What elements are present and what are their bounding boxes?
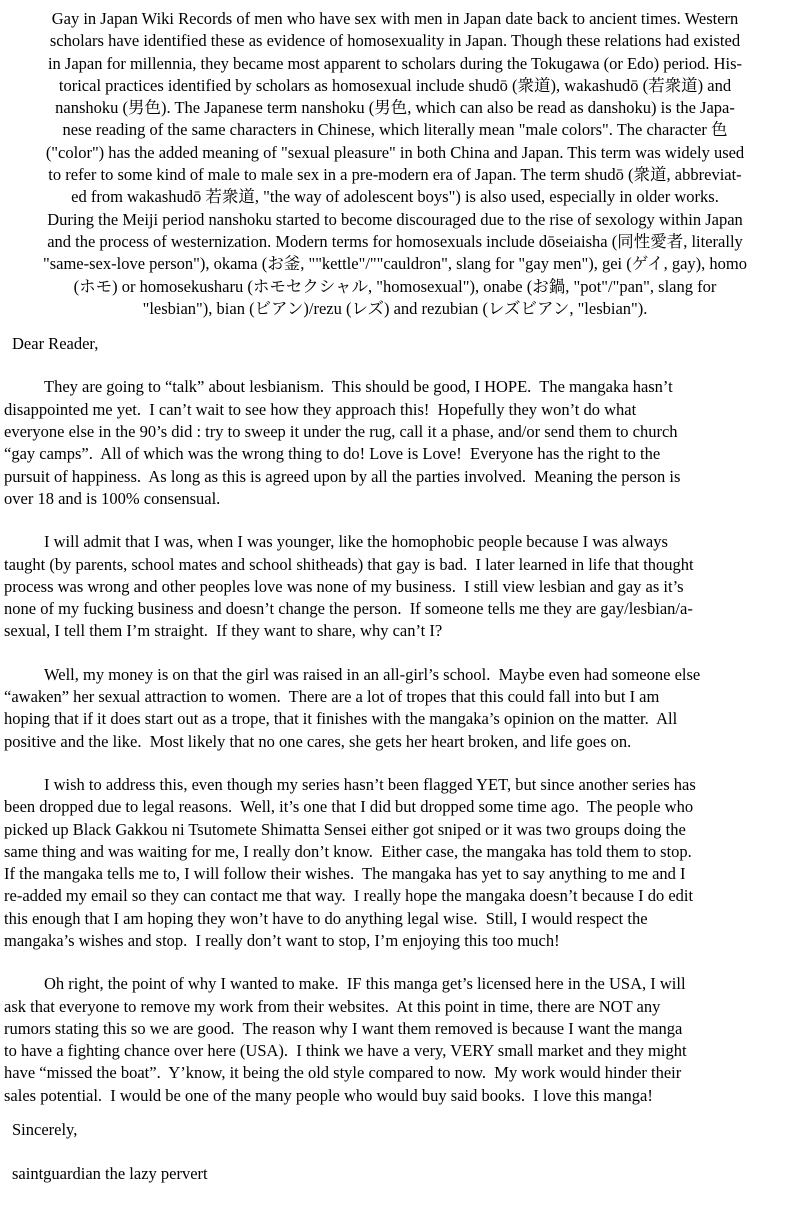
wiki-excerpt-paragraph <box>4 8 786 320</box>
text-line: rumors stating this so we are good. The reason why I want them removed is because I want the manga <box>4 1018 683 1038</box>
text-line: ed from wakashudō 若衆道, "the way of adolescent boys") is also used, especially in older works. <box>71 187 719 207</box>
text-line: positive and the like. Most likely that no one cares, she gets her heart broken, and life goes on. <box>4 731 632 751</box>
text-line: taught (by parents, school mates and school shitheads) that gay is bad. I later learned in life that thought <box>4 554 694 574</box>
text-line: Gay in Japan Wiki Records of men who have sex with men in Japan date back to ancient times. Western <box>51 9 739 28</box>
text-line: sales potential. I would be one of the many people who would buy said books. I love this manga! <box>4 1085 653 1105</box>
text-line: over 18 and is 100% consensual. <box>4 488 221 508</box>
text-line: mangaka’s wishes and stop. I really don’t want to stop, I’m enjoying this too much! <box>4 930 560 950</box>
text-line: During the Meiji period nanshoku started to become discouraged due to the rise of sexology within Japan <box>47 209 743 229</box>
text-line: been dropped due to legal reasons. Well, it’s one that I did but dropped some time ago. The people who <box>4 797 694 817</box>
letter-body <box>4 333 786 1186</box>
text-line: “awaken” her sexual attraction to women. There are a lot of tropes that this could fall into but I am <box>4 687 660 707</box>
text-line: none of my fucking business and doesn’t change the person. If someone tells me they are gay/lesbian/a- <box>4 599 693 619</box>
letter-salutation: Dear Reader, <box>12 334 99 354</box>
text-line: ask that everyone to remove my work from their websites. At this point in time, there are NOT any <box>4 996 661 1016</box>
letter-paragraph-1 <box>4 376 786 510</box>
text-line: re-added my email so they can contact me that way. I really hope the mangaka doesn’t because I do edit <box>4 886 694 906</box>
text-line: have “missed the boat”. Y’know, it being the old style compared to now. My work would hinder their <box>4 1063 682 1083</box>
text-line: disappointed me yet. I can’t wait to see how they approach this! Hopefully they won’t do what <box>4 399 637 419</box>
text-line: (ホモ) or homosekusharu (ホモセクシャル, "homosexual"), onabe (お鍋, "pot"/"pan", slang for <box>73 276 717 296</box>
letter-signature: saintguardian the lazy pervert <box>12 1164 208 1184</box>
text-line: Oh right, the point of why I wanted to make. IF this manga get’s licensed here in the USA, I will <box>44 974 686 994</box>
text-line: sexual, I tell them I’m straight. If they want to share, why can’t I? <box>4 621 443 641</box>
text-line: picked up Black Gakkou ni Tsutomete Shimatta Sensei either got sniped or it was two groups doing the <box>4 819 686 839</box>
text-line: pursuit of happiness. As long as this is agreed upon by all the parties involved. Meaning the person is <box>4 466 681 486</box>
text-line: scholars have identified these as evidence of homosexuality in Japan. Though these relations had existed <box>49 31 741 51</box>
text-line: torical practices identified by scholars as homosexual include shudō (衆道), wakashudō (若衆道) and <box>58 75 732 95</box>
text-line: I wish to address this, even though my series hasn’t been flagged YET, but since another series has <box>44 774 696 794</box>
text-line: in Japan for millennia, they became most apparent to scholars during the Tokugawa (or Edo) period. His- <box>47 53 743 73</box>
text-line: They are going to “talk” about lesbianism. This should be good, I HOPE. The mangaka hasn’t <box>44 377 673 397</box>
text-line: and the process of westernization. Modern terms for homosexuals include dōseiaisha (同性愛者, literally <box>47 231 743 251</box>
text-line: to have a fighting chance over here (USA). I think we have a very, VERY small market and they might <box>4 1041 687 1061</box>
text-line: If the mangaka tells me to, I will follow their wishes. The mangaka has yet to say anything to me and I <box>4 864 686 884</box>
letter-paragraph-4 <box>4 774 786 952</box>
letter-paragraph-2 <box>4 531 786 642</box>
text-line: hoping that if it does start out as a trope, that it finishes with the mangaka’s opinion on the matter. All <box>4 709 678 729</box>
text-line: to refer to some kind of male to male sex in a pre-modern era of Japan. The term shudō (衆道, abbreviat- <box>48 165 742 185</box>
text-line: "lesbian"), bian (ビアン)/rezu (レズ) and rezubian (レズビアン, "lesbian"). <box>142 298 648 318</box>
text-line: this enough that I am hoping they won’t have to do anything legal wise. Still, I would respect the <box>4 908 648 928</box>
text-line: Well, my money is on that the girl was raised in an all-girl’s school. Maybe even had someone else <box>44 664 701 684</box>
letter-paragraph-5 <box>4 973 786 1107</box>
text-line: everyone else in the 90’s did : try to sweep it under the rug, call it a phase, and/or send them to church <box>4 422 678 442</box>
text-line: I will admit that I was, when I was younger, like the homophobic people because I was always <box>44 532 668 552</box>
text-line: nese reading of the same characters in Chinese, which literally mean "male colors". The character 色 <box>62 120 728 140</box>
letter-paragraph-3 <box>4 664 786 753</box>
letter-closing: Sincerely, <box>12 1120 78 1140</box>
text-line: same thing and was waiting for me, I really don’t know. Either case, the mangaka has told them to stop. <box>4 841 692 861</box>
text-line: "same-sex-love person"), okama (お釜, ""kettle"/""cauldron", slang for "gay men"), gei (ゲイ, gay), homo <box>42 254 747 274</box>
text-line: nanshoku (男色). The Japanese term nanshoku (男色, which can also be read as danshoku) is the Japa- <box>55 98 735 118</box>
text-line: ("color") has the added meaning of "sexual pleasure" in both China and Japan. This term was widely used <box>45 142 745 162</box>
text-line: “gay camps”. All of which was the wrong thing to do! Love is Love! Everyone has the right to the <box>4 444 661 464</box>
text-line: process was wrong and other peoples love was none of my business. I still view lesbian and gay as it’s <box>4 576 684 596</box>
